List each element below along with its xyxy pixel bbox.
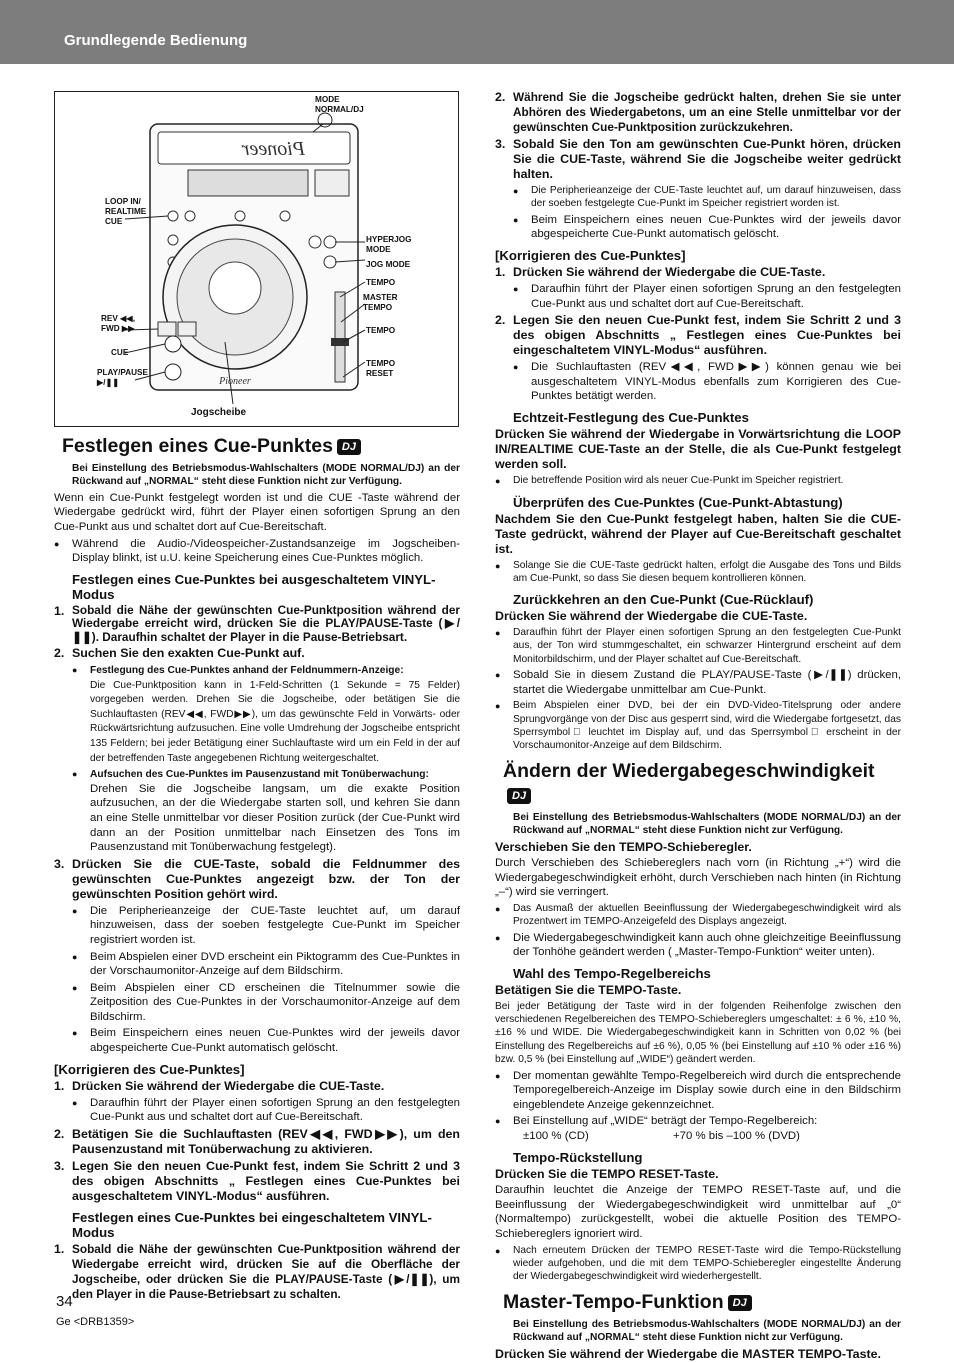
step-3: 3. Sobald Sie den Ton am gewünschten Cue-Punkt hören, drücken Sie die CUE-Taste, während Sie die Jogscheibe weiter gedrückt halten. [495,137,901,181]
right-column [495,90,901,1363]
label-play-pause: PLAY/PAUSE ▶/❚❚ [97,368,148,387]
list-item: ● Festlegung des Cue-Punktes anhand der Feldnummern-Anzeige: Die Cue-Punktposition kann in 1-Feld-Schritten (1 Sekunde = 75 Felder) vorgegeben werden. Drehen Sie die Jogscheibe, oder betätigen Sie die Suchlauftasten (REV◀◀, FWD▶▶), um das gewünschte Feld in Vorwärts- oder Rückwärtsrichtung aufzusuchen. Eine volle Umdrehung der Jogscheibe entspricht 135 Feldern; bei jeder Betätigung einer Suchlauftaste wird um ein Feld in der auf der betreffenden Taste angegebenen Richtung weitergeschaltet. [72,665,460,764]
step-1: 1. Sobald die Nähe der gewünschten Cue-Punktposition während der Wiedergabe erreicht wird, drücken Sie die PLAY/PAUSE-Taste (▶/❚❚). Daraufhin schaltet der Player in die Pause-Betriebsart. [54,602,460,644]
instruction: Drücken Sie während der Wiedergabe die MASTER TEMPO-Taste. [495,1346,881,1361]
page-number: 34 [56,1293,73,1310]
list-item: ● Beim Einspeichern eines neuen Cue-Punktes wird der jeweils davor abgespeicherte Cue-Punkt automatisch gelöscht. [72,1027,460,1055]
subheading-korr: [Korrigieren des Cue-Punktes] [495,248,686,263]
label-jog-mode: JOG MODE [366,260,411,269]
list-item: ● Die Peripherieanzeige der CUE-Taste leuchtet auf, um darauf hinzuweisen, dass der soeben festgelegte Cue-Punkt im Speicher registriert worden ist. [72,904,460,946]
step-3: 3. Drücken Sie die CUE-Taste, sobald die Feldnummer des gewünschten Cue-Punktes angezeigt bzw. der Ton der gewünschten Position gehört wird. [54,856,460,901]
subheading-vinyl-off: Festlegen eines Cue-Punktes bei ausgeschaltetem VINYL-Modus [72,571,436,602]
paragraph: Durch Verschieben des Schiebereglers nach vorn (in Richtung „+“) wird die Wiedergabegeschwindigkeit erhöht, durch Verschieben nach hinten (in Richtung „–“) wird sie verringert. [495,857,901,899]
intro-text: Wenn ein Cue-Punkt festgelegt worden ist und die CUE -Taste während der Wiedergabe gedrückt wird, führt der Player einen sofortigen Sprung an den Cue-Punkt aus und schaltet dort auf Cue-Bereitschaft. [54,491,460,533]
label-hyperjog: HYPERJOG MODE [366,235,412,254]
instruction: Verschieben Sie den TEMPO-Schieberegler. [495,839,752,854]
list-item: ● Daraufhin führt der Player einen sofortigen Sprung an den festgelegten Cue-Punkt aus, der Ton wird stummgeschaltet, ein schwarzer Hintergrund erscheint auf dem Monitorbildschirm, und der Player schaltet auf Cue-Bereitschaft. [495,626,901,665]
dj-badge: DJ [337,439,361,455]
label-tempo-reset: TEMPO RESET [366,359,396,378]
label-rev-fwd: REV ◀◀, FWD ▶▶ [101,314,135,333]
ueberpruefen-text: Nachdem Sie den Cue-Punkt festgelegt haben, halten Sie die CUE-Taste gedrückt, während der Player auf Cue-Bereitschaft geschaltet ist. [495,511,901,556]
list-item: ● Bei Einstellung auf „WIDE“ beträgt der Tempo-Regelbereich: ±100 % (CD) +70 % bis –100 % (DVD) [495,1115,818,1142]
list-item: ● Daraufhin führt der Player einen sofortigen Sprung an den festgelegten Cue-Punkt aus und schaltet dort auf Cue-Bereitschaft. [513,283,901,310]
mode-note: Bei Einstellung des Betriebsmodus-Wahlschalters (MODE NORMAL/DJ) an der Rückwand auf „NORMAL“ steht diese Funktion nicht zur Verfügung. [513,811,901,837]
label-tempo-1: TEMPO [366,278,396,287]
list-item: ● Nach erneutem Drücken der TEMPO RESET-Taste wird die Tempo-Rückstellung wieder aufgehoben, und die mit dem TEMPO-Schieberegler eingestellte Änderung der Wiedergabegeschwindigkeit wird wiederhergestellt. [495,1244,901,1283]
list-item: ● Beim Abspielen einer DVD, bei der ein DVD-Video-Titelsprung oder andere Sprungvorgänge von der Disc aus gesperrt sind, wird die Wiedergabe fortgesetzt, das Sperrsymbol ⃠ leuchtet im Display auf, und das Sperrsymbol ⃠ erscheint in der Vorschaumonitor-Anzeige auf dem Bildschirm. [495,700,901,752]
step-1: 1. Drücken Sie während der Wiedergabe die CUE-Taste. [495,265,826,279]
subheading-vinyl-on: Festlegen eines Cue-Punktes bei eingeschaltetem VINYL-Modus [72,1209,432,1240]
subheading-echtzeit: Echtzeit-Festlegung des Cue-Punktes [513,409,749,425]
subheading-ueberpruefen: Überprüfen des Cue-Punktes (Cue-Punkt-Abtastung) [513,494,843,510]
label-mode: MODE NORMAL/DJ [315,95,364,114]
dj-badge: DJ [728,1295,752,1311]
list-item: ● Solange Sie die CUE-Taste gedrückt halten, erfolgt die Ausgabe des Tons und Bilds am Cue-Punkt, so dass Sie diesen bequem kontrollieren können. [495,559,901,585]
mode-note: Bei Einstellung des Betriebsmodus-Wahlschalters (MODE NORMAL/DJ) an der Rückwand auf „NORMAL“ steht diese Funktion nicht zur Verfügung. [513,1318,901,1344]
echtzeit-text: Drücken Sie während der Wiedergabe in Vorwärtsrichtung die LOOP IN/REALTIME CUE-Taste an der Stelle, die als Cue-Punkt festgelegt werden soll. [495,426,901,471]
section-heading-master-tempo: Master-Tempo-Funktion DJ [495,1290,901,1314]
svg-text:Pioneer: Pioneer [219,376,251,387]
instruction: Drücken Sie die TEMPO RESET-Taste. [495,1166,719,1181]
list-item: ● Beim Einspeichern eines neuen Cue-Punktes wird der jeweils davor abgespeicherte Cue-Punkt automatisch gelöscht. [513,213,901,241]
list-item: ● Die Suchlauftasten (REV◀◀, FWD▶▶) können genau wie bei ausgeschaltetem VINYL-Modus ebenfalls zum Korrigieren des Cue-Punktes betätigt werden. [513,361,901,403]
step-1: 1. Sobald die Nähe der gewünschten Cue-Punktposition während der Wiedergabe erreicht wird, drücken Sie auf die Oberfläche der Jogscheibe, oder drücken Sie die PLAY/PAUSE-Taste (▶/❚❚), um den Player in die Pause-Betriebsart zu schalten. [54,1241,460,1301]
list-item: ● Sobald Sie in diesem Zustand die PLAY/PAUSE-Taste (▶/❚❚) drücken, startet die Wiedergabe unmittelbar am Cue-Punkt. [495,669,901,696]
brand-logo: Pioneer [241,138,305,160]
label-jogscheibe: Jogscheibe [191,407,247,418]
step-1: 1. Drücken Sie während der Wiedergabe die CUE-Taste. [54,1078,385,1093]
list-item: ● Die Wiedergabegeschwindigkeit kann auch ohne gleichzeitige Beeinflussung der Tonhöhe geändert werden ( „Master-Tempo-Funktion“ weiter unten). [495,931,901,959]
section-heading-cue: Festlegen eines Cue-Punktes DJ [54,434,460,458]
subheading-rueckstellung: Tempo-Rückstellung [513,1149,643,1165]
step-2: 2. Während Sie die Jogscheibe gedrückt halten, drehen Sie sie unter Abhören des Wiedergabetons, um an eine Stelle unmittelbar vor der gewünschten Cue-Punktposition zurückzukehren. [495,90,901,134]
label-master-tempo: MASTER TEMPO [363,293,398,312]
section-heading-tempo: Ändern der WiedergabegeschwindigkeitDJ [495,759,901,807]
list-item: ● Beim Abspielen einer CD erscheinen die Titelnummer sowie die Zeitposition des Cue-Punktes in der Vorschaumonitor-Anzeige auf dem Bildschirm. [72,981,460,1023]
list-item: ● Die Peripherieanzeige der CUE-Taste leuchtet auf, um darauf hinzuweisen, dass der soeben festgelegte Cue-Punkt im Speicher registriert worden ist. [513,185,901,210]
subheading-korr: [Korrigieren des Cue-Punktes] [54,1061,245,1077]
label-cue: CUE [111,348,129,357]
dj-badge: DJ [507,788,531,804]
mode-note: Bei Einstellung des Betriebsmodus-Wahlschalters (MODE NORMAL/DJ) an der Rückwand auf „NORMAL“ steht diese Funktion nicht zur Verfügung. [72,463,460,488]
instruction: Betätigen Sie die TEMPO-Taste. [495,983,682,997]
list-item: ● Das Ausmaß der aktuellen Beeinflussung der Wiedergabegeschwindigkeit wird als Prozentwert im TEMPO-Anzeigefeld des Displays angezeigt. [495,903,901,928]
section-header [0,0,954,64]
player-figure [54,91,459,427]
step-2: 2. Suchen Sie den exakten Cue-Punkt auf. [54,646,305,660]
list-item: ● Der momentan gewählte Tempo-Regelbereich wird durch die entsprechende Temporegelbereich-Anzeige im Display sowie durch eine in den Bildschirm eingeblendete Anzeige gekennzeichnet. [495,1069,901,1111]
document-code: Ge <DRB1359> [56,1316,135,1328]
step-2: 2. Legen Sie den neuen Cue-Punkt fest, indem Sie Schritt 2 und 3 des obigen Abschnitts „ Festlegen eines Cue-Punktes bei eingeschaltetem VINYL-Modus“ ausführen. [495,313,901,358]
step-2: 2. Betätigen Sie die Suchlauftasten (REV◀◀, FWD▶▶), um den Pausenzustand mit Tonüberwachung zu aktivieren. [54,1126,460,1156]
subheading-zurueck: Zurückkehren an den Cue-Punkt (Cue-Rücklauf) [513,591,814,607]
paragraph: Bei jeder Betätigung der Taste wird in der folgenden Reihenfolge zwischen den verschiedenen Regelbereichen des TEMPO-Schiebereglers umgeschaltet: ± 6 %, ±10 %, ±16 % und WIDE. Die Wiedergabegeschwindigkeit kann in Schritten von 0,02 % (bei Einstellung des Regelbereichs auf ±6 %), 0,05 % (bei Einstellung auf ±10 % oder ±16 %) bzw. 0,5 % (bei Einstellung auf „WIDE“) geändert werden. [495,1000,901,1066]
list-item: ● Die betreffende Position wird als neuer Cue-Punkt im Speicher registriert. [495,474,844,486]
zurueck-text: Drücken Sie während der Wiedergabe die CUE-Taste. [495,608,808,623]
list-item: ● Während die Audio-/Videospeicher-Zustandsanzeige im Jogscheiben-Display blinkt, ist u.U. keine Speicherung eines Cue-Punktes möglich. [54,537,460,565]
list-item: ● Daraufhin führt der Player einen sofortigen Sprung an den festgelegten Cue-Punkt aus und schaltet dort auf Cue-Bereitschaft. [72,1096,460,1124]
list-item: ● Beim Abspielen einer DVD erscheint ein Piktogramm des Cue-Punktes in der Vorschaumonitor-Anzeige auf dem Bildschirm. [72,950,460,978]
left-column [54,428,460,1304]
section-title: Grundlegende Bedienung [64,32,248,49]
label-loop-in: LOOP IN/ REALTIME CUE [105,197,147,226]
label-tempo-2: TEMPO [366,326,396,335]
paragraph: Daraufhin leuchtet die Anzeige der TEMPO RESET-Taste auf, und die Beeinflussung der Wiedergabegeschwindigkeit wird unmittelbar auf „0“ (Normaltempo) zurückgestellt, wobei die aktuelle Position des TEMPO-Schiebereglers ignoriert wird. [495,1184,901,1240]
list-item: ● Aufsuchen des Cue-Punktes im Pausenzustand mit Tonüberwachung: Drehen Sie die Jogscheibe langsam, um die exakte Position aufzusuchen, an der die Wiedergabe starten soll, und kehren Sie dann an eine Stelle unmittelbar vor dieser Position zurück (der Cue-Punkt wird dann an der Position unmittelbar nach Einsetzen des Tons im Pausenzustand mit Tonüberwachung festgelegt). [72,769,460,854]
subheading-wahl: Wahl des Tempo-Regelbereichs [513,966,711,981]
step-3: 3. Legen Sie den neuen Cue-Punkt fest, indem Sie Schritt 2 und 3 des obigen Abschnitts „ Festlegen eines Cue-Punktes bei ausgeschaltetem VINYL-Modus“ ausführen. [54,1158,460,1203]
